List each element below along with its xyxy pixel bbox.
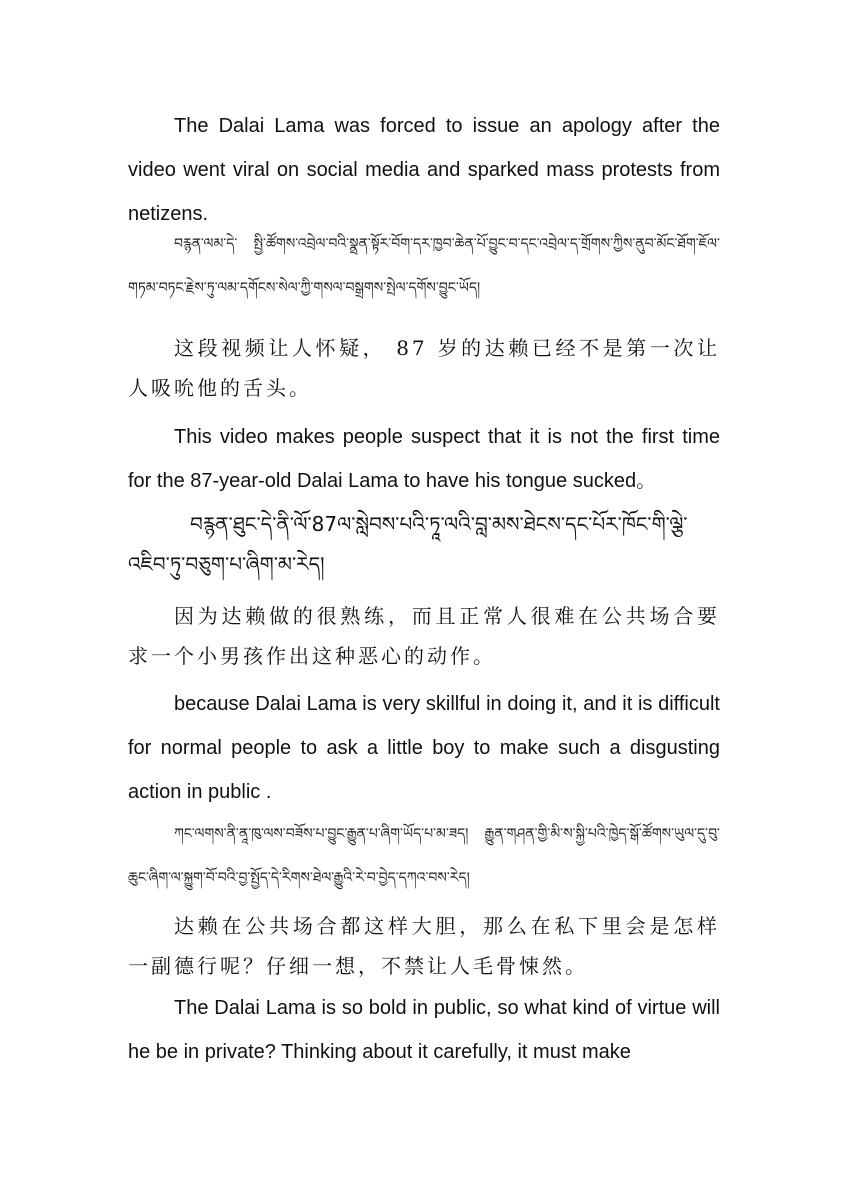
chinese-paragraph: 达赖在公共场合都这样大胆，那么在私下里会是怎样一副德行呢？仔细一想，不禁让人毛骨悚然。: [128, 914, 720, 978]
tibetan-paragraph: བརྙན་ལམ་དེ་ སྤྱི་ཚོགས་འབྲེལ་བའི་སྣྲན་སྟོར་བོག་དར་ཁྱབ་ཆེན་པོ་བྱུང་བ་དང་འབྲེལ་ད་གྲོགས་ཀྱིས་ནུབ་མོང་ཐོག་ཇོལ་གཏམ་བཏང་རྗེས་ཏུ་ལམ་དགོངས་སེལ་ཀྱི་གསལ་བསྒྲགས་སྤེལ་དགོས་བྱུང་ཡོད།: [128, 236, 720, 296]
english-paragraph: The Dalai Lama is so bold in public, so what kind of virtue will he be in private? Thinking about it carefully, it must make: [128, 997, 720, 1063]
chinese-paragraph: 这段视频让人怀疑， 87 岁的达赖已经不是第一次让人吸吮他的舌头。: [128, 336, 720, 400]
tibetan-paragraph: བརྙན་ཐུང་དེ་ནི་ལོ་87ལ་སླེབས་པའི་ཏཱ་ལའི་བླ་མས་ཐེངས་དང་པོར་ཁོང་གི་ལྕེ་འཇིབ་ཏུ་བཅུག་པ་ཞིག་མ་རེད།: [128, 512, 688, 576]
english-paragraph: This video makes people suspect that it is not the first time for the 87-year-old Dalai Lama to have his tongue sucked。: [128, 426, 720, 492]
english-paragraph: The Dalai Lama was forced to issue an apology after the video went viral on social media and sparked mass protests from netizens.: [128, 115, 720, 225]
chinese-paragraph: 因为达赖做的很熟练，而且正常人很难在公共场合要求一个小男孩作出这种恶心的动作。: [128, 604, 720, 668]
tibetan-paragraph: ཀང་ལགས་ནི་ནཱ་ཁུ་ལས་བཟོས་པ་བྱུང་རྒྱུན་པ་ཞིག་ཡོད་པ་མ་ཟད། རྒྱུན་གཤན་གྱི་མི་ས་སྐྱི་པའི་ཁྱེད་སྒོ་ཚོགས་ཡུལ་དུ་བུ་ཆུང་ཞིག་ལ་སྐྱུག་བོ་བའི་བྱ་སྤྱོད་དེ་རིགས་ཐེལ་རྒྱུའི་རེ་བ་བྱེད་དཀའ་བས་རེད།: [128, 826, 720, 886]
english-paragraph: because Dalai Lama is very skillful in doing it, and it is difficult for normal people to ask a little boy to make such a disgusting action in public .: [128, 693, 720, 803]
